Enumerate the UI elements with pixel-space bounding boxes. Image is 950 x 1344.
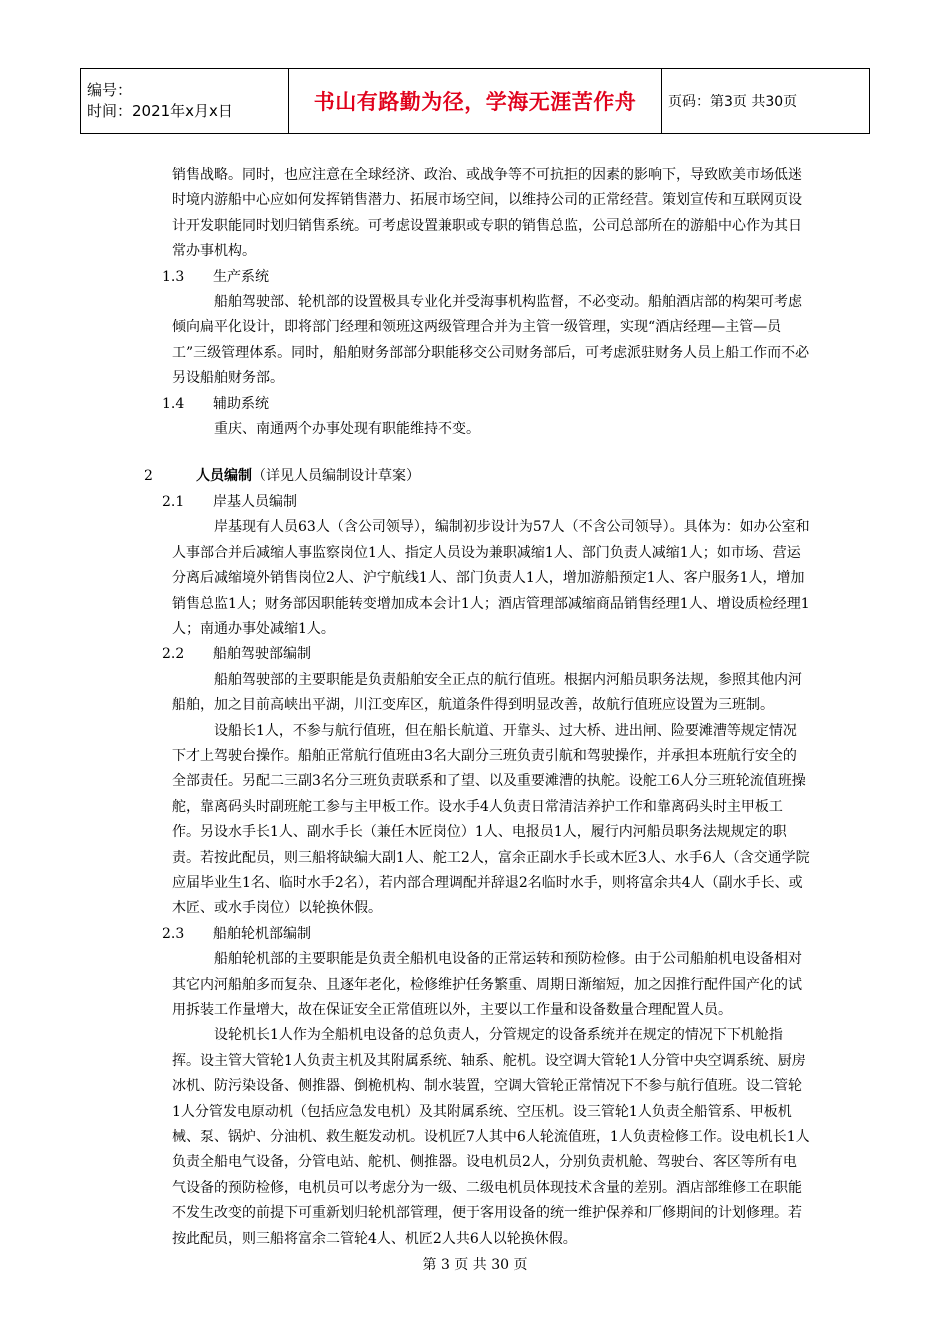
- document-time-label: 时间：2021年x月x日: [87, 102, 233, 120]
- section-1-3-heading: [162, 265, 810, 290]
- section-2-3-heading: [162, 922, 810, 947]
- section-title: 船舶轮机部编制: [213, 925, 311, 942]
- header-motto: 书山有路勤为径，学海无涯苦作舟: [289, 69, 662, 134]
- document-body: [144, 163, 810, 1252]
- section-number: 1.4: [162, 395, 185, 412]
- page-footer: 第 3 页 共 30 页: [422, 1257, 528, 1273]
- section-1-4-heading: [162, 392, 810, 417]
- section-number: 1.3: [162, 268, 185, 285]
- paragraph-shore-staff: 岸基现有人员63人（含公司领导），编制初步设计为57人（不含公司领导）。具体为：如办公室和人事部合并后减缩人事监察岗位1人、指定人员设为兼职减缩1人、部门负责人减缩1人；如市场、营运分离后减缩境外销售岗位2人、沪宁航线1人、部门负责人1人，增加游船预定1人、客户服务1人，增加销售总监1人；财务部因职能转变增加成本会计1人；酒店管理部减缩商品销售经理1人、增设质检经理1人；南通办事处减缩1人。: [172, 519, 810, 637]
- section-title: 船舶驾驶部编制: [213, 646, 311, 663]
- paragraph-engine-dept-1: 船舶轮机部的主要职能是负责全船机电设备的正常运转和预防检修。由于公司船舶机电设备相对其它内河船舶多而复杂、且逐年老化，检修维护任务繁重、周期日渐缩短，加之因推行配件国产化的试用拆装工作量增大，故在保证安全正常值班以外，主要以工作量和设备数量合理配置人员。: [172, 951, 802, 1018]
- section-2-heading: [144, 464, 810, 489]
- header-page-number: 页码：第3页 共30页: [662, 69, 870, 134]
- section-title-note: （详见人员编制设计草案）: [252, 468, 420, 485]
- section-number: 2.3: [162, 925, 185, 942]
- paragraph-auxiliary-system: 重庆、南通两个办事处现有职能维持不变。: [214, 421, 480, 438]
- paragraph-intro: 销售战略。同时，也应注意在全球经济、政治、或战争等不可抗拒的因素的影响下，导致欧美市场低迷时境内游船中心应如何发挥销售潜力、拓展市场空间，以维持公司的正常经营。策划宣传和互联网页设计开发职能同时划归销售系统。可考虑设置兼职或专职的销售总监，公司总部所在的游船中心作为其日常办事机构。: [172, 167, 802, 260]
- section-title: 岸基人员编制: [213, 493, 297, 510]
- section-title: 人员编制: [196, 468, 252, 485]
- paragraph-deck-dept-1: 船舶驾驶部的主要职能是负责船舶安全正点的航行值班。根据内河船员职务法规，参照其他内河船舶，加之目前高峡出平湖，川江变库区，航道条件得到明显改善，故航行值班应设置为三班制。: [172, 671, 802, 714]
- paragraph-production-system: 船舶驾驶部、轮机部的设置极具专业化并受海事机构监督，不必变动。船舶酒店部的构架可考虑倾向扁平化设计，即将部门经理和领班这两级管理合并为主管一级管理，实现“酒店经理—主管—员工”三级管理体系。同时，船舶财务部部分职能移交公司财务部后，可考虑派驻财务人员上船工作而不必另设船舶财务部。: [172, 294, 810, 387]
- paragraph-deck-dept-2: 设船长1人，不参与航行值班，但在船长航道、开靠头、过大桥、进出闸、险要滩漕等规定情况下才上驾驶台操作。船舶正常航行值班由3名大副分三班负责引航和驾驶操作，并承担本班航行安全的全部责任。另配二三副3名分三班负责联系和了望、以及重要滩漕的执舵。设舵工6人分三班轮流值班操舵，靠离码头时副班舵工参与主甲板工作。设水手4人负责日常清洁养护工作和靠离码头时主甲板工作。另设水手长1人、副水手长（兼任木匠岗位）1人、电报员1人，履行内河船员职务法规规定的职责。若按此配员，则三船将缺编大副1人、舵工2人，富余正副水手长或木匠3人、水手6人（含交通学院应届毕业生1名、临时水手2名），若内部合理调配并辞退2名临时水手，则将富余共4人（副水手长、或木匠、或水手岗位）以轮换休假。: [172, 722, 810, 917]
- section-2-2-heading: [162, 642, 810, 667]
- section-number: 2.2: [162, 646, 185, 663]
- section-2-1-heading: [162, 490, 810, 515]
- section-title: 辅助系统: [213, 395, 269, 412]
- section-number: 2.1: [162, 493, 185, 510]
- section-number: 2: [144, 468, 153, 485]
- page-header: [80, 68, 870, 134]
- header-info: [81, 69, 289, 134]
- document-number-label: 编号：: [87, 81, 133, 99]
- paragraph-engine-dept-2: 设轮机长1人作为全船机电设备的总负责人，分管规定的设备系统并在规定的情况下下机舱指挥。设主管大管轮1人负责主机及其附属系统、轴系、舵机。设空调大管轮1人分管中央空调系统、厨房冰机、防污染设备、侧推器、倒桅机构、制水装置，空调大管轮正常情况下不参与航行值班。设二管轮1人分管发电原动机（包括应急发电机）及其附属系统、空压机。设三管轮1人负责全船管系、甲板机械、泵、锅炉、分油机、救生艇发动机。设机匠7人其中6人轮流值班，1人负责检修工作。设电机长1人负责全船电气设备，分管电站、舵机、侧推器。设电机员2人，分别负责机舱、驾驶台、客区等所有电气设备的预防检修，电机员可以考虑分为一级、二级电机员体现技术含量的差别。酒店部维修工在职能不发生改变的前提下可重新划归轮机部管理，便于客用设备的统一维护保养和厂修期间的计划修理。若按此配员，则三船将富余二管轮4人、机匠2人共6人以轮换休假。: [172, 1027, 810, 1247]
- section-title: 生产系统: [213, 268, 269, 285]
